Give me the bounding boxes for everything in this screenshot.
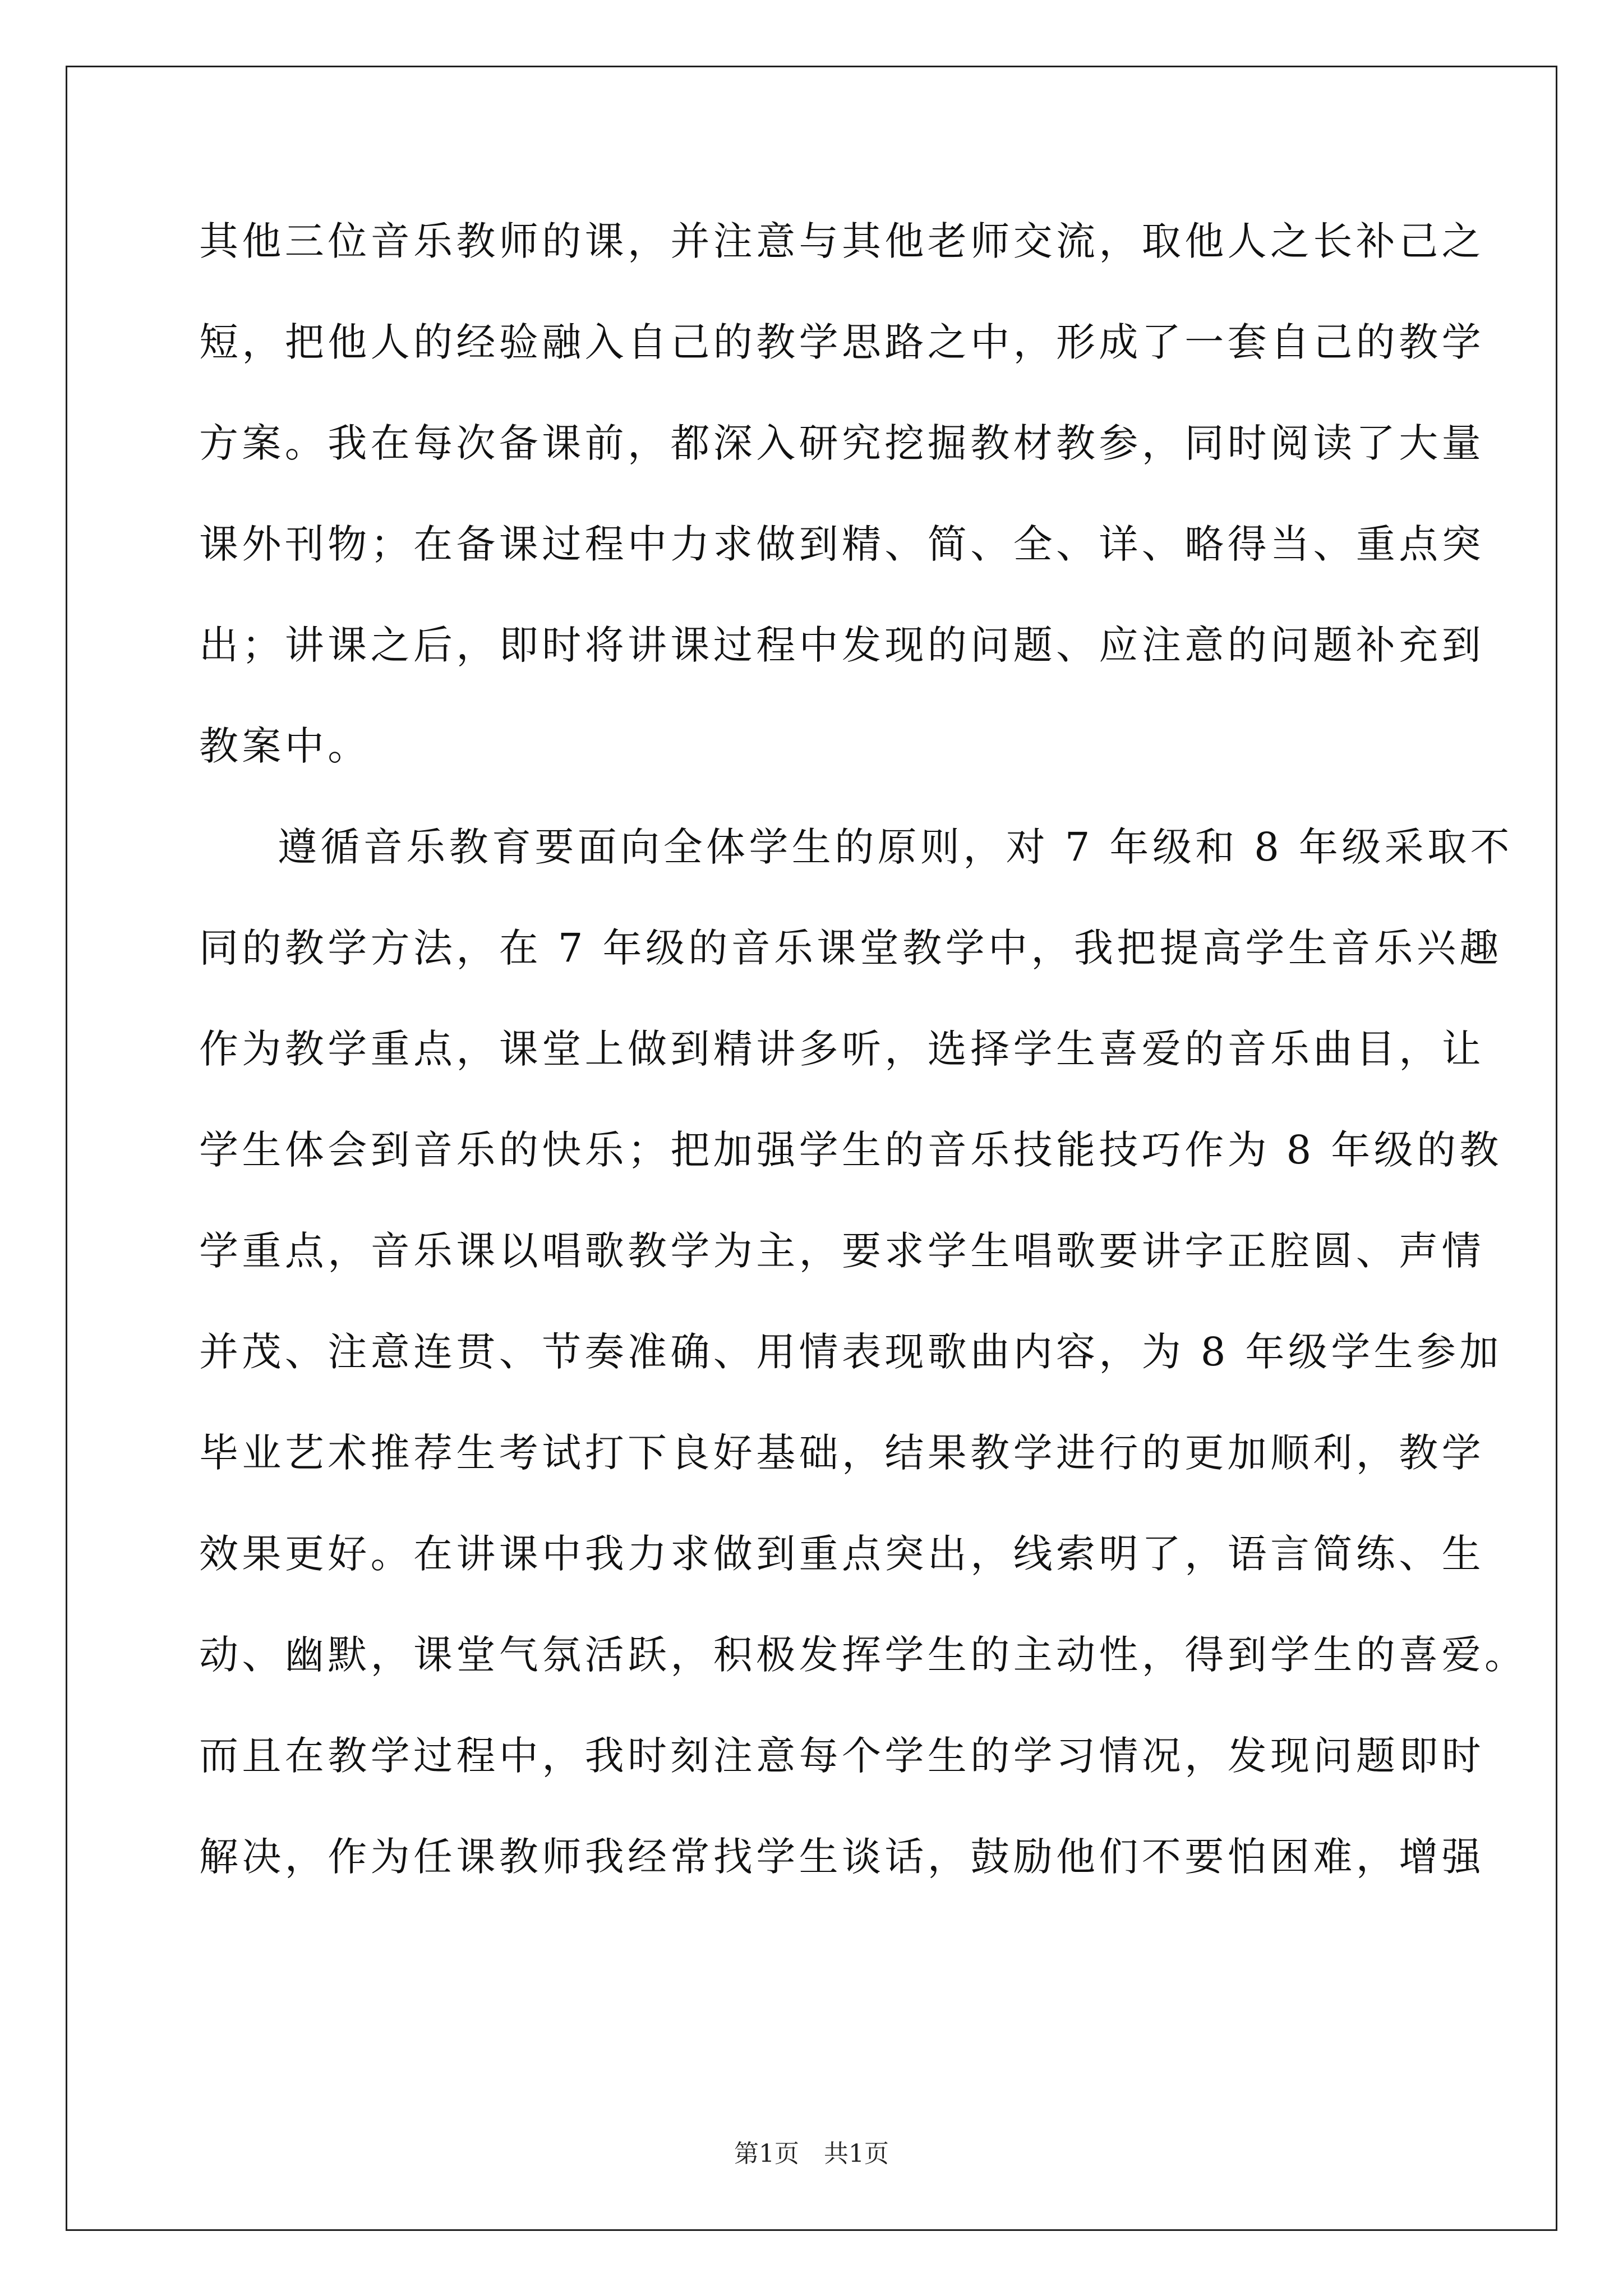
text-line: 效果更好。在讲课中我力求做到重点突出，线索明了，语言简练、生 bbox=[199, 1531, 1484, 1577]
text-line: 学重点，音乐课以唱歌教学为主，要求学生唱歌要讲字正腔圆、声情 bbox=[199, 1228, 1484, 1274]
text-line: 并茂、注意连贯、节奏准确、用情表现歌曲内容，为 8 年级学生参加 bbox=[199, 1329, 1502, 1375]
text-line: 毕业艺术推荐生考试打下良好基础，结果教学进行的更加顺利，教学 bbox=[199, 1430, 1484, 1476]
text-line: 同的教学方法，在 7 年级的音乐课堂教学中，我把提高学生音乐兴趣 bbox=[199, 925, 1502, 971]
text-line: 作为教学重点，课堂上做到精讲多听，选择学生喜爱的音乐曲目，让 bbox=[199, 1026, 1484, 1072]
text-line: 短，把他人的经验融入自己的教学思路之中，形成了一套自己的教学 bbox=[199, 319, 1484, 365]
text-line: 出；讲课之后，即时将讲课过程中发现的问题、应注意的问题补充到 bbox=[199, 622, 1484, 668]
document-body bbox=[199, 213, 1528, 1930]
text-line: 其他三位音乐教师的课，并注意与其他老师交流，取他人之长补己之 bbox=[199, 218, 1484, 264]
text-line: 而且在教学过程中，我时刻注意每个学生的学习情况，发现问题即时 bbox=[199, 1733, 1484, 1779]
page-number-footer: 第1页 共1页 bbox=[734, 2139, 889, 2168]
text-line: 课外刊物；在备课过程中力求做到精、简、全、详、略得当、重点突 bbox=[199, 521, 1484, 567]
paragraph-start-line: 遵循音乐教育要面向全体学生的原则，对 7 年级和 8 年级采取不 bbox=[278, 824, 1513, 870]
text-line: 方案。我在每次备课前，都深入研究挖掘教材教参，同时阅读了大量 bbox=[199, 420, 1484, 466]
text-line: 教案中。 bbox=[199, 723, 371, 769]
text-line: 学生体会到音乐的快乐；把加强学生的音乐技能技巧作为 8 年级的教 bbox=[199, 1127, 1502, 1173]
text-line: 解决，作为任课教师我经常找学生谈话，鼓励他们不要怕困难，增强 bbox=[199, 1834, 1484, 1880]
text-line: 动、幽默，课堂气氛活跃，积极发挥学生的主动性，得到学生的喜爱。 bbox=[199, 1632, 1528, 1678]
